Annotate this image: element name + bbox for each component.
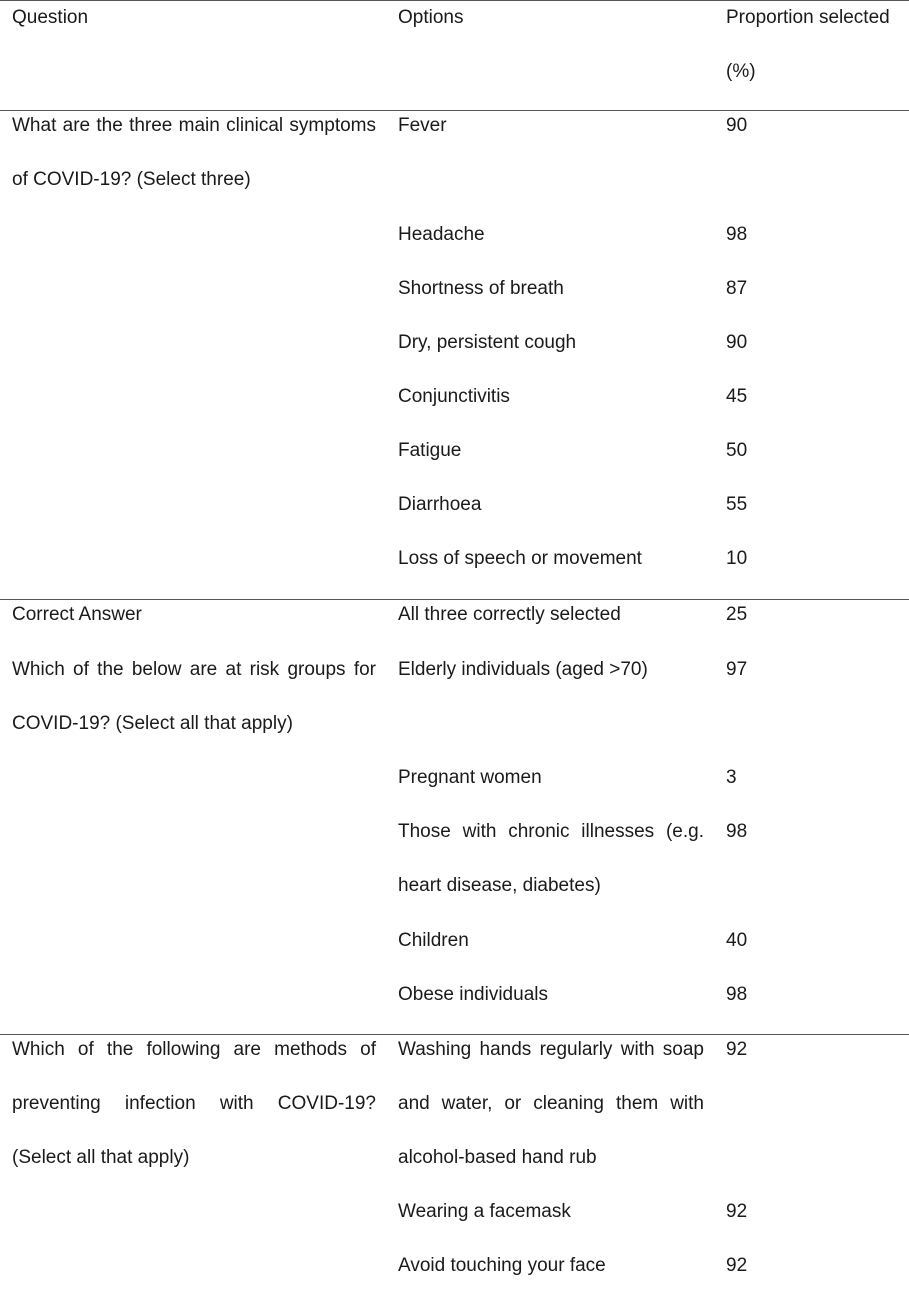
option-cell: Wearing a facemask bbox=[398, 1201, 571, 1222]
option-cell: Pregnant women bbox=[398, 767, 542, 788]
value-cell: 92 bbox=[726, 1255, 748, 1276]
option-cell: Children bbox=[398, 930, 469, 951]
option-cell: All three correctly selected bbox=[398, 604, 621, 625]
option-cell: Washing hands regularly with soap and water, or cleaning them with alcohol-based hand rub bbox=[398, 1039, 704, 1168]
option-cell: Shortness of breath bbox=[398, 278, 564, 299]
value-cell: 98 bbox=[726, 984, 748, 1005]
value-cell: 92 bbox=[726, 1201, 748, 1222]
value-cell: 97 bbox=[726, 659, 748, 680]
value-cell: 25 bbox=[726, 604, 748, 625]
value-cell: 3 bbox=[726, 767, 737, 788]
question-risk-groups: Which of the below are at risk groups for COVID-19? (Select all that apply) bbox=[12, 659, 376, 734]
option-cell: Obese individuals bbox=[398, 984, 548, 1005]
value-cell: 40 bbox=[726, 930, 748, 951]
value-cell: 98 bbox=[726, 821, 748, 842]
value-cell: 50 bbox=[726, 440, 748, 461]
option-cell: Loss of speech or movement bbox=[398, 548, 642, 569]
option-cell: Avoid touching your face bbox=[398, 1255, 606, 1276]
option-cell: Headache bbox=[398, 224, 485, 245]
value-cell: 90 bbox=[726, 115, 748, 136]
option-cell: Fever bbox=[398, 115, 447, 136]
header-proportion: Proportion selected (%) bbox=[726, 7, 890, 82]
value-cell: 55 bbox=[726, 494, 748, 515]
option-cell: Those with chronic illnesses (e.g. heart disease, diabetes) bbox=[398, 821, 704, 896]
header-options: Options bbox=[398, 7, 464, 28]
option-cell: Elderly individuals (aged >70) bbox=[398, 659, 648, 680]
value-cell: 90 bbox=[726, 332, 748, 353]
option-cell: Fatigue bbox=[398, 440, 462, 461]
value-cell: 92 bbox=[726, 1039, 748, 1060]
value-cell: 98 bbox=[726, 224, 748, 245]
header-question: Question bbox=[12, 7, 89, 28]
option-cell: Diarrhoea bbox=[398, 494, 482, 515]
correct-answer-label: Correct Answer bbox=[12, 604, 142, 625]
question-symptoms: What are the three main clinical symptoms of COVID-19? (Select three) bbox=[12, 115, 376, 190]
value-cell: 10 bbox=[726, 548, 748, 569]
question-prevention: Which of the following are methods of preventing infection with COVID-19? (Select all that apply) bbox=[12, 1039, 376, 1168]
value-cell: 45 bbox=[726, 386, 748, 407]
value-cell: 87 bbox=[726, 278, 748, 299]
option-cell: Dry, persistent cough bbox=[398, 332, 577, 353]
option-cell: Conjunctivitis bbox=[398, 386, 510, 407]
